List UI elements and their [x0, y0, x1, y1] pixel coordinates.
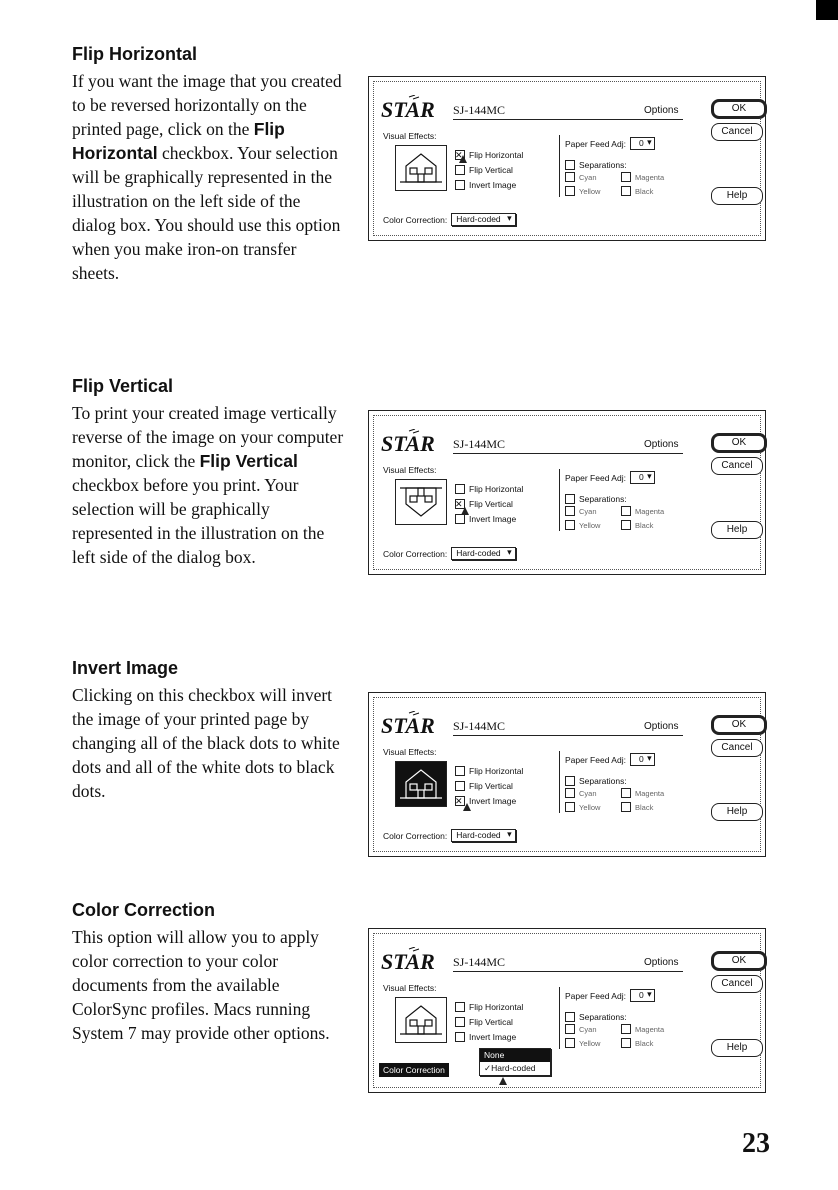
visual-effects-label: Visual Effects: — [383, 983, 437, 993]
cancel-button[interactable]: Cancel — [711, 457, 763, 475]
yellow-checkbox[interactable] — [565, 519, 621, 531]
body-bold-term: Flip Vertical — [199, 451, 298, 471]
cyan-checkbox[interactable] — [565, 787, 621, 799]
checkbox-label: Separations: — [579, 1011, 627, 1022]
house-icon — [396, 762, 446, 806]
popup-menu — [479, 1048, 551, 1076]
checkbox-box[interactable] — [565, 186, 575, 196]
checkbox-label: Flip Vertical — [469, 1016, 513, 1027]
cyan-checkbox[interactable] — [565, 505, 621, 517]
paper-feed-select[interactable]: 0 ▾ — [630, 753, 655, 766]
checkbox-label: Invert Image — [469, 513, 517, 524]
star-logo-icon — [379, 711, 453, 739]
section-flip-vertical — [72, 376, 344, 569]
flip-vertical-checkbox[interactable] — [455, 1014, 523, 1029]
black-checkbox[interactable] — [621, 519, 681, 531]
flip-vertical-checkbox[interactable] — [455, 162, 523, 177]
checkbox-box[interactable] — [565, 776, 575, 786]
checkbox-box[interactable] — [621, 520, 631, 530]
checkbox-label: Flip Horizontal — [469, 1001, 524, 1012]
section-heading: Color Correction — [72, 900, 216, 920]
section-heading: Flip Horizontal — [72, 44, 197, 64]
checkbox-box[interactable] — [621, 802, 631, 812]
house-icon — [396, 146, 446, 190]
cancel-button[interactable]: Cancel — [711, 739, 763, 757]
magenta-checkbox[interactable] — [621, 171, 681, 183]
checkbox-label: Magenta — [635, 506, 665, 516]
checkbox-box[interactable] — [621, 1024, 631, 1034]
color-correction-select[interactable]: Hard-coded ▾ — [451, 213, 515, 226]
section-invert-image — [72, 658, 344, 803]
checkbox-box[interactable] — [565, 788, 575, 798]
paper-feed-row — [565, 471, 655, 484]
menu-item-hard-coded[interactable]: ✓Hard-coded — [484, 1063, 536, 1073]
cancel-button[interactable]: Cancel — [711, 975, 763, 993]
checkbox-label: Flip Horizontal — [469, 483, 524, 494]
title-divider — [453, 453, 683, 454]
checkbox-label: Cyan — [579, 172, 597, 182]
flip-vertical-checkbox[interactable] — [455, 778, 523, 793]
ink-options — [565, 1023, 681, 1049]
color-correction-popup — [379, 1050, 536, 1077]
checkbox-label: Yellow — [579, 802, 601, 812]
paper-feed-row — [565, 753, 655, 766]
title-divider — [453, 735, 683, 736]
separations-checkbox[interactable] — [565, 157, 627, 172]
popup-label: Color Correction — [379, 1063, 449, 1077]
print-options-dialog-3 — [368, 692, 766, 857]
options-label: Options — [644, 439, 679, 450]
color-correction-select[interactable]: Hard-coded ▾ — [451, 547, 515, 560]
paper-feed-row — [565, 989, 655, 1002]
logo-text: STAR — [381, 97, 435, 122]
flip-horizontal-checkbox[interactable] — [455, 763, 523, 778]
checkbox-label: Magenta — [635, 172, 665, 182]
ok-button[interactable]: OK — [711, 433, 767, 453]
checkbox-label: Yellow — [579, 1038, 601, 1048]
invert-image-checkbox[interactable] — [455, 177, 523, 192]
flip-horizontal-checkbox[interactable] — [455, 999, 523, 1014]
help-button[interactable]: Help — [711, 1039, 763, 1057]
checkbox-box[interactable] — [455, 1017, 465, 1027]
checkbox-label: Flip Horizontal — [469, 149, 524, 160]
print-options-dialog-2 — [368, 410, 766, 575]
checkbox-box[interactable] — [621, 186, 631, 196]
options-label: Options — [644, 105, 679, 116]
checkbox-box[interactable] — [621, 788, 631, 798]
mouse-cursor-icon — [499, 1077, 507, 1085]
body-text-part: If you want the image that you created to be reversed horizontally on the printed page, click on the — [72, 71, 342, 139]
house-icon — [396, 480, 446, 524]
ink-options — [565, 505, 681, 531]
checkbox-box[interactable] — [621, 1038, 631, 1048]
checkbox-box[interactable] — [621, 506, 631, 516]
ink-options — [565, 787, 681, 813]
section-body: This option will allow you to apply color correction to your color documents from the available ColorSync profiles. Macs running System 7 may provide other options. — [72, 927, 330, 1043]
print-options-dialog-1 — [368, 76, 766, 241]
checkbox-box[interactable] — [565, 802, 575, 812]
checkbox-box[interactable] — [455, 484, 465, 494]
checkbox-box[interactable] — [621, 172, 631, 182]
paper-feed-select[interactable]: 0 ▾ — [630, 137, 655, 150]
checkbox-label: Flip Vertical — [469, 164, 513, 175]
title-divider — [453, 119, 683, 120]
visual-effects-group — [455, 763, 523, 808]
separations-checkbox[interactable] — [565, 491, 627, 506]
magenta-checkbox[interactable] — [621, 1023, 681, 1035]
checkbox-label: Cyan — [579, 506, 597, 516]
help-button[interactable]: Help — [711, 521, 763, 539]
checkbox-label: Black — [635, 520, 654, 530]
ink-options — [565, 171, 681, 197]
color-correction-label: Color Correction: — [383, 830, 448, 841]
checkbox-label: Magenta — [635, 1024, 665, 1034]
preview-thumbnail — [395, 761, 447, 807]
logo-text: STAR — [381, 431, 435, 456]
cyan-checkbox[interactable] — [565, 171, 621, 183]
section-color-correction — [72, 900, 344, 1045]
paper-feed-select[interactable]: 0 ▾ — [630, 471, 655, 484]
logo-text: STAR — [381, 949, 435, 974]
section-heading: Invert Image — [72, 658, 179, 678]
section-heading: Flip Vertical — [72, 376, 174, 396]
checkbox-box[interactable] — [455, 180, 465, 190]
house-icon — [396, 998, 446, 1042]
yellow-checkbox[interactable] — [565, 801, 621, 813]
checkbox-label: Flip Vertical — [469, 780, 513, 791]
print-options-dialog-4 — [368, 928, 766, 1093]
checkbox-box[interactable] — [565, 494, 575, 504]
invert-image-checkbox[interactable] — [455, 1029, 523, 1044]
color-correction-label: Color Correction: — [383, 548, 448, 559]
menu-item-none[interactable]: None — [480, 1049, 550, 1062]
black-checkbox[interactable] — [621, 1037, 681, 1049]
checkbox-box[interactable] — [565, 520, 575, 530]
mouse-cursor-icon — [459, 155, 467, 163]
paper-feed-label: Paper Feed Adj: — [565, 754, 626, 765]
ok-button[interactable]: OK — [711, 715, 767, 735]
separations-checkbox[interactable] — [565, 1009, 627, 1024]
checkbox-box[interactable] — [565, 160, 575, 170]
help-button[interactable]: Help — [711, 803, 763, 821]
cyan-checkbox[interactable] — [565, 1023, 621, 1035]
star-logo-icon — [379, 947, 453, 975]
visual-effects-label: Visual Effects: — [383, 465, 437, 475]
checkbox-box[interactable] — [565, 1024, 575, 1034]
checkbox-label: Magenta — [635, 788, 665, 798]
checkbox-box[interactable] — [455, 1032, 465, 1042]
visual-effects-label: Visual Effects: — [383, 747, 437, 757]
checkbox-label: Flip Horizontal — [469, 765, 524, 776]
logo-text: STAR — [381, 713, 435, 738]
color-correction-row — [383, 547, 516, 560]
visual-effects-label: Visual Effects: — [383, 131, 437, 141]
checkbox-label: Yellow — [579, 186, 601, 196]
checkbox-label: Cyan — [579, 1024, 597, 1034]
body-bold-term: Flip Horizontal — [72, 119, 285, 163]
star-logo-icon — [379, 95, 453, 123]
checkbox-box[interactable] — [565, 506, 575, 516]
checkbox-label: Separations: — [579, 159, 627, 170]
body-text-part: checkbox before you print. Your selection will be graphically represented in the illustration on the left side of the dialog box. — [72, 475, 325, 567]
help-button[interactable]: Help — [711, 187, 763, 205]
section-body — [72, 401, 344, 569]
checkbox-box[interactable] — [455, 1002, 465, 1012]
preview-thumbnail — [395, 997, 447, 1043]
mouse-cursor-icon — [461, 507, 469, 515]
color-correction-row — [383, 213, 516, 226]
checkbox-box[interactable] — [455, 766, 465, 776]
checkbox-label: Black — [635, 802, 654, 812]
mouse-cursor-icon — [463, 803, 471, 811]
checkbox-label: Separations: — [579, 493, 627, 504]
options-label: Options — [644, 957, 679, 968]
paper-feed-select[interactable]: 0 ▾ — [630, 989, 655, 1002]
color-correction-row — [383, 829, 516, 842]
page-corner-mark — [816, 0, 838, 20]
checkbox-label: Invert Image — [469, 795, 517, 806]
checkbox-label: Invert Image — [469, 1031, 517, 1042]
checkbox-box[interactable] — [455, 165, 465, 175]
options-label: Options — [644, 721, 679, 732]
printer-model: SJ-144MC — [453, 103, 506, 117]
group-divider — [559, 135, 560, 197]
separations-checkbox[interactable] — [565, 773, 627, 788]
section-flip-horizontal — [72, 44, 344, 285]
section-body: Clicking on this checkbox will invert the image of your printed page by changing all of the black dots to white dots and all of the white dots to black dots. — [72, 685, 340, 801]
printer-model: SJ-144MC — [453, 437, 506, 451]
group-divider — [559, 469, 560, 531]
paper-feed-label: Paper Feed Adj: — [565, 472, 626, 483]
star-logo-icon — [379, 429, 453, 457]
group-divider — [559, 987, 560, 1049]
checkbox-box[interactable] — [565, 1038, 575, 1048]
visual-effects-group — [455, 481, 523, 526]
black-checkbox[interactable] — [621, 185, 681, 197]
checkbox-box[interactable] — [455, 781, 465, 791]
body-text-part: To print your created image vertically reverse of the image on your computer monitor, click the — [72, 403, 344, 471]
printer-model: SJ-144MC — [453, 719, 506, 733]
paper-feed-row — [565, 137, 655, 150]
checkbox-label: Flip Vertical — [469, 498, 513, 509]
yellow-checkbox[interactable] — [565, 1037, 621, 1049]
checkbox-box[interactable] — [565, 1012, 575, 1022]
checkbox-label: Yellow — [579, 520, 601, 530]
visual-effects-group — [455, 147, 523, 192]
magenta-checkbox[interactable] — [621, 787, 681, 799]
checkbox-label: Cyan — [579, 788, 597, 798]
ok-button[interactable]: OK — [711, 951, 767, 971]
checkbox-box[interactable] — [565, 172, 575, 182]
preview-thumbnail — [395, 479, 447, 525]
visual-effects-group — [455, 999, 523, 1044]
preview-thumbnail — [395, 145, 447, 191]
checkbox-box[interactable] — [455, 514, 465, 524]
ok-button[interactable]: OK — [711, 99, 767, 119]
color-correction-label: Color Correction: — [383, 214, 448, 225]
section-body — [72, 69, 344, 285]
magenta-checkbox[interactable] — [621, 505, 681, 517]
title-divider — [453, 971, 683, 972]
yellow-checkbox[interactable] — [565, 185, 621, 197]
checkbox-label: Black — [635, 1038, 654, 1048]
group-divider — [559, 751, 560, 813]
paper-feed-label: Paper Feed Adj: — [565, 990, 626, 1001]
printer-model: SJ-144MC — [453, 955, 506, 969]
cancel-button[interactable]: Cancel — [711, 123, 763, 141]
checkbox-label: Separations: — [579, 775, 627, 786]
body-text-part: checkbox. Your selection will be graphically represented in the illustration on the left side of the dialog box. You should use this option when you make iron-on transfer sheets. — [72, 143, 341, 283]
flip-horizontal-checkbox[interactable] — [455, 481, 523, 496]
black-checkbox[interactable] — [621, 801, 681, 813]
checkbox-label: Black — [635, 186, 654, 196]
checkbox-label: Invert Image — [469, 179, 517, 190]
page-number: 23 — [742, 1128, 770, 1159]
paper-feed-label: Paper Feed Adj: — [565, 138, 626, 149]
color-correction-select[interactable]: Hard-coded ▾ — [451, 829, 515, 842]
